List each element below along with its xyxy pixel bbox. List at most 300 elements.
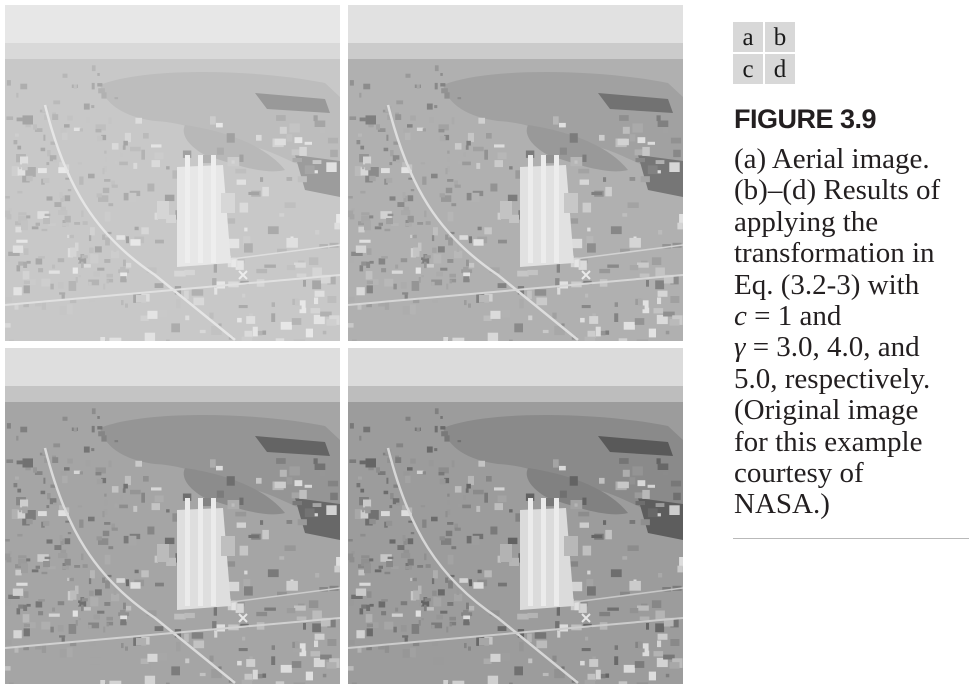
suburb-block	[464, 300, 467, 305]
city-block	[58, 210, 67, 215]
suburb-block	[432, 643, 438, 646]
suburb-block	[390, 196, 396, 200]
city-block	[119, 505, 128, 509]
suburb-block	[64, 124, 70, 127]
city-block	[352, 683, 357, 685]
suburb-block	[386, 521, 392, 526]
city-block	[293, 501, 303, 505]
city-block	[473, 239, 483, 246]
city-block	[405, 476, 411, 484]
suburb-block	[80, 128, 83, 131]
suburb-block	[367, 281, 373, 285]
city-block	[276, 115, 286, 121]
suburb-block	[53, 160, 57, 163]
city-block	[49, 271, 60, 274]
city-block	[260, 177, 263, 182]
suburb-block	[53, 100, 60, 104]
city-block	[361, 212, 369, 215]
suburb-block	[405, 638, 408, 642]
suburb-block	[18, 605, 23, 609]
city-block	[658, 291, 668, 297]
suburb-block	[17, 534, 22, 537]
city-block	[605, 530, 612, 539]
suburb-block	[403, 128, 409, 133]
suburb-block	[23, 304, 29, 307]
city-block	[366, 271, 373, 280]
city-block	[635, 318, 645, 325]
suburb-block	[384, 491, 389, 495]
city-block	[570, 133, 578, 143]
suburb-block	[447, 500, 450, 506]
suburb-block	[53, 443, 60, 447]
suburb-block	[425, 598, 431, 601]
suburb-block	[58, 258, 64, 262]
suburb-block	[466, 488, 469, 492]
city-block	[366, 614, 373, 623]
suburb-block	[441, 431, 448, 436]
city-block	[141, 227, 149, 234]
city-block	[605, 187, 612, 196]
city-block	[293, 158, 303, 162]
city-block	[314, 458, 318, 464]
suburb-block	[369, 176, 376, 181]
suburb-block	[435, 83, 438, 90]
suburb-block	[425, 255, 431, 258]
city-block	[166, 340, 170, 341]
city-block	[658, 464, 669, 471]
city-block	[141, 493, 145, 503]
city-block	[214, 606, 217, 616]
suburb-block	[408, 195, 414, 201]
city-block	[23, 458, 34, 467]
city-block	[54, 545, 61, 550]
city-block	[145, 333, 155, 341]
city-block	[605, 331, 609, 335]
city-block	[280, 127, 287, 134]
city-block	[655, 268, 665, 278]
city-block	[360, 146, 364, 150]
panel-key-b: b	[765, 22, 795, 52]
suburb-block	[47, 196, 53, 200]
city-block	[62, 476, 68, 484]
city-block	[462, 162, 471, 166]
city-block	[171, 323, 180, 332]
suburb-block	[97, 73, 100, 76]
caption-line: NASA.)	[734, 488, 830, 521]
city-block	[509, 509, 512, 512]
city-block	[67, 304, 73, 314]
city-block	[165, 538, 175, 544]
runway	[541, 498, 546, 606]
city-block	[656, 160, 665, 164]
city-block	[582, 305, 591, 308]
suburb-block	[419, 277, 421, 283]
city-block	[326, 162, 336, 172]
city-block	[467, 193, 472, 201]
suburb-block	[408, 559, 414, 566]
suburb-block	[447, 179, 453, 182]
city-block	[508, 195, 518, 201]
suburb-block	[439, 129, 445, 132]
city-block	[392, 271, 403, 274]
suburb-block	[16, 93, 18, 98]
city-block	[125, 133, 131, 142]
city-block	[663, 128, 668, 132]
suburb-block	[104, 602, 110, 606]
city-block	[242, 294, 245, 298]
city-block	[295, 642, 300, 649]
suburb-block	[403, 192, 406, 198]
hangar	[157, 544, 169, 562]
city-block	[210, 116, 216, 124]
city-block	[315, 634, 325, 640]
city-block	[359, 583, 370, 586]
city-block	[119, 162, 128, 166]
suburb-block	[366, 262, 370, 268]
city-block	[451, 546, 456, 549]
city-block	[570, 476, 578, 486]
suburb-block	[24, 624, 30, 628]
suburb-block	[350, 423, 354, 429]
caption-line: (a) Aerial image.	[734, 143, 930, 175]
city-block	[58, 625, 64, 632]
city-block	[628, 202, 639, 208]
city-block	[227, 133, 235, 143]
city-block	[305, 508, 315, 517]
suburb-block	[452, 117, 455, 124]
city-block	[136, 638, 146, 646]
city-block	[495, 503, 504, 510]
suburb-block	[24, 248, 29, 255]
suburb-block	[7, 557, 12, 562]
city-block	[599, 269, 610, 273]
suburb-block	[76, 277, 78, 283]
city-block	[306, 329, 313, 338]
city-block	[638, 299, 643, 306]
city-block	[486, 476, 492, 482]
city-block	[295, 299, 300, 306]
city-block	[578, 512, 589, 517]
city-block	[312, 611, 322, 621]
suburb-block	[389, 505, 392, 508]
city-block	[143, 476, 149, 482]
suburb-block	[360, 534, 365, 537]
city-block	[657, 298, 661, 305]
suburb-block	[76, 603, 79, 606]
city-block	[536, 298, 547, 306]
city-block	[552, 313, 556, 319]
suburb-block	[388, 214, 394, 216]
suburb-block	[362, 167, 364, 169]
city-block	[527, 613, 538, 618]
city-block	[630, 134, 636, 141]
city-block	[638, 642, 643, 649]
suburb-block	[20, 84, 27, 90]
city-block	[642, 147, 650, 156]
city-block	[174, 614, 186, 620]
city-block	[557, 263, 560, 273]
city-block	[603, 520, 606, 525]
suburb-block	[92, 426, 95, 433]
city-block	[587, 586, 596, 595]
suburb-block	[405, 295, 408, 299]
city-block	[646, 623, 649, 630]
city-block	[112, 486, 119, 493]
suburb-block	[360, 461, 367, 465]
suburb-block	[97, 83, 102, 86]
suburb-block	[43, 135, 45, 141]
suburb-block	[46, 162, 49, 165]
suburb-block	[20, 427, 27, 433]
city-block	[673, 150, 681, 157]
suburb-block	[95, 246, 102, 252]
city-block	[572, 239, 583, 248]
city-block	[311, 308, 321, 313]
city-block	[115, 161, 118, 165]
city-block	[70, 591, 76, 600]
city-block	[486, 133, 492, 139]
city-block	[217, 148, 224, 155]
suburb-block	[65, 538, 71, 544]
city-block	[401, 210, 410, 215]
city-block	[473, 147, 484, 152]
city-block	[607, 265, 619, 268]
suburb-block	[52, 608, 55, 612]
city-block	[412, 281, 420, 291]
city-block	[637, 263, 649, 268]
suburb-block	[447, 151, 449, 154]
suburb-block	[38, 599, 45, 602]
city-block	[262, 530, 269, 539]
city-block	[315, 121, 326, 128]
city-block	[97, 611, 104, 614]
city-block	[315, 230, 319, 235]
city-block	[582, 648, 591, 651]
suburb-block	[426, 221, 431, 225]
city-block	[200, 673, 206, 676]
city-block	[498, 283, 507, 288]
city-block	[275, 482, 286, 489]
city-block	[130, 239, 140, 246]
suburb-block	[74, 85, 77, 89]
city-block	[242, 680, 253, 684]
suburb-block	[411, 189, 414, 191]
suburb-block	[463, 495, 466, 500]
city-block	[216, 123, 223, 128]
suburb-block	[88, 282, 92, 286]
suburb-block	[107, 280, 109, 284]
city-block	[448, 212, 454, 222]
city-block	[585, 680, 596, 684]
suburb-block	[14, 483, 18, 487]
city-block	[151, 321, 158, 329]
suburb-block	[438, 246, 445, 252]
suburb-block	[449, 617, 456, 621]
city-block	[239, 648, 248, 651]
city-block	[315, 573, 319, 578]
city-block	[13, 246, 23, 253]
c-symbol: c	[734, 300, 747, 333]
caption-line: for this example	[734, 425, 923, 458]
city-block	[281, 322, 292, 330]
city-block	[630, 477, 636, 484]
city-block	[235, 512, 246, 517]
city-block	[478, 227, 482, 231]
city-block	[397, 202, 404, 207]
suburb-block	[109, 117, 112, 124]
city-block	[90, 570, 95, 578]
city-block	[596, 670, 601, 680]
city-block	[642, 490, 650, 499]
city-block	[417, 471, 424, 474]
city-block	[622, 213, 627, 217]
suburb-block	[23, 605, 27, 611]
suburb-block	[376, 124, 380, 129]
city-block	[679, 557, 683, 567]
city-block	[240, 546, 249, 556]
city-block	[358, 570, 364, 576]
city-block	[466, 484, 471, 489]
suburb-block	[386, 218, 393, 224]
suburb-block	[93, 615, 100, 620]
city-block	[384, 279, 393, 287]
city-block	[166, 166, 170, 169]
runway	[541, 155, 546, 263]
suburb-block	[91, 105, 94, 108]
aerial-image-panel-b	[348, 5, 683, 341]
suburb-block	[64, 467, 70, 470]
city-block	[73, 611, 78, 617]
city-block	[130, 147, 141, 152]
suburb-block	[393, 627, 396, 633]
city-block	[9, 340, 14, 342]
suburb-block	[419, 603, 422, 606]
city-block	[560, 491, 567, 498]
suburb-block	[441, 88, 448, 93]
hangar	[221, 536, 235, 556]
city-block	[62, 133, 68, 141]
suburb-block	[349, 297, 355, 303]
aerial-image-panel-c	[5, 348, 340, 684]
city-block	[327, 319, 337, 326]
city-block	[478, 118, 485, 124]
city-block	[433, 597, 441, 607]
city-block	[6, 459, 13, 463]
city-block	[476, 506, 480, 512]
caption-divider	[733, 538, 969, 539]
city-block	[416, 611, 421, 617]
city-block	[151, 664, 158, 672]
city-block	[141, 150, 145, 160]
suburb-block	[5, 196, 10, 199]
suburb-block	[406, 223, 412, 227]
city-block	[417, 128, 424, 131]
city-block	[271, 656, 275, 665]
city-block	[67, 647, 73, 657]
city-block	[580, 318, 585, 323]
city-block	[326, 505, 336, 515]
city-block	[607, 608, 619, 611]
suburb-block	[83, 221, 88, 225]
suburb-block	[466, 603, 469, 610]
city-block	[200, 330, 206, 333]
city-block	[469, 606, 474, 611]
city-block	[246, 316, 255, 324]
suburb-block	[375, 569, 382, 572]
city-block	[443, 337, 448, 341]
city-block	[422, 520, 426, 528]
city-block	[603, 177, 606, 182]
suburb-block	[440, 416, 443, 419]
suburb-block	[36, 566, 40, 569]
city-block	[535, 289, 547, 295]
suburb-block	[435, 65, 439, 71]
suburb-block	[440, 136, 446, 142]
city-block	[155, 283, 164, 288]
city-block	[15, 305, 19, 310]
city-block	[405, 133, 411, 141]
city-block	[152, 503, 161, 510]
city-block	[640, 617, 650, 621]
city-block	[125, 476, 131, 485]
suburb-block	[388, 557, 394, 559]
city-block	[276, 458, 286, 464]
suburb-block	[16, 436, 18, 441]
city-block	[100, 337, 105, 341]
city-block	[648, 142, 655, 145]
city-block	[517, 271, 529, 277]
city-block	[451, 203, 456, 206]
city-block	[105, 555, 111, 565]
suburb-block	[434, 105, 437, 108]
suburb-block	[446, 531, 453, 536]
city-block	[116, 235, 125, 240]
city-block	[112, 143, 119, 150]
suburb-block	[91, 448, 94, 451]
city-block	[334, 223, 340, 230]
city-block	[484, 227, 492, 234]
city-block	[630, 520, 636, 524]
suburb-block	[83, 564, 88, 568]
suburb-block	[125, 647, 128, 651]
city-block	[673, 493, 681, 500]
city-block	[123, 484, 128, 489]
city-block	[366, 458, 377, 467]
city-block	[312, 623, 321, 632]
suburb-block	[369, 215, 373, 218]
city-block	[147, 654, 157, 662]
suburb-block	[81, 554, 83, 561]
city-block	[498, 240, 507, 244]
city-block	[295, 137, 303, 143]
hangar	[564, 536, 578, 556]
suburb-block	[440, 426, 445, 429]
city-block	[658, 573, 662, 578]
suburb-block	[78, 505, 82, 507]
suburb-block	[396, 160, 400, 163]
city-block	[166, 509, 170, 512]
city-block	[216, 466, 223, 471]
city-block	[470, 536, 479, 546]
suburb-block	[366, 647, 372, 650]
suburb-block	[450, 280, 452, 284]
city-block	[458, 504, 461, 508]
suburb-block	[350, 557, 355, 562]
city-block	[314, 641, 318, 648]
city-block	[622, 556, 627, 560]
suburb-block	[408, 538, 414, 544]
city-block	[184, 613, 195, 618]
